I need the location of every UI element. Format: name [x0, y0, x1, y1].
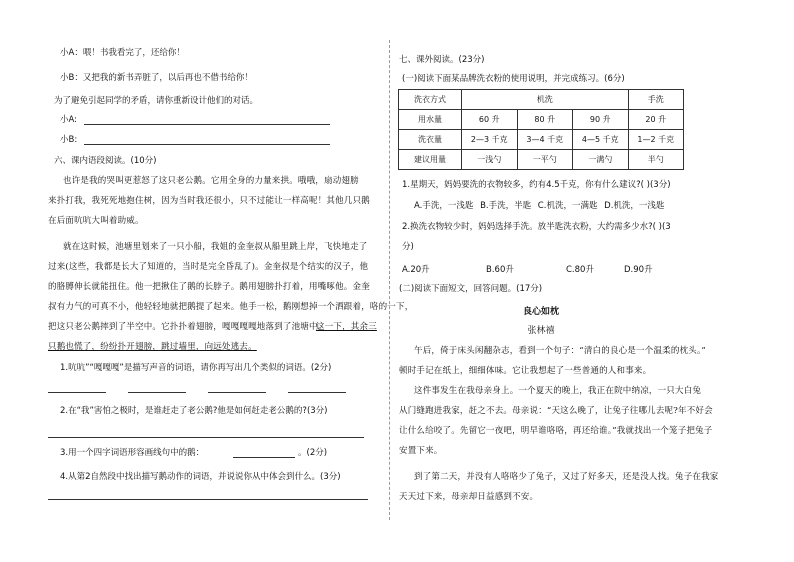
underlined-sentence: 只鹅也慌了，纷纷扑开翅膀，跳过墙里，向远处逃去。: [48, 342, 257, 352]
table-cell: 用水量: [399, 110, 462, 130]
dialog-instruction: 为了避免引起同学的矛盾，请你重新设计他们的对话。: [54, 96, 259, 106]
para1-line: 也许是我的哭叫更惹怒了这只老公鹅。它用全身的力量来拱。哦哦，扇动翅膀: [63, 176, 359, 186]
table-cell: 4—5 千克: [573, 130, 629, 150]
para2-line: 过来(这些，我都是长大了知道的，当时是完全昏乱了)。金奎叔是个结实的汉子，他: [48, 262, 369, 272]
story-line: 午后，倚于床头闲翻杂志，看到一个句子：“清白的良心是一个温柔的枕头。”: [414, 346, 706, 356]
answer-line[interactable]: [128, 392, 186, 393]
table-cell: 半勺: [628, 150, 684, 170]
answer-b-line[interactable]: [84, 144, 330, 145]
answer-line[interactable]: [233, 457, 295, 458]
answer-line[interactable]: [288, 392, 346, 393]
option: A.20升: [402, 265, 430, 275]
story-line: 让什么给咬了。先留它一夜吧，明早谁咯咯，再还给谁。”我就找出一个笼子把兔子: [399, 426, 713, 436]
part1-heading: (一)阅读下面某品牌洗衣粉的使用说明，并完成练习。(6分): [402, 74, 625, 84]
story-line: 从门缝跑进我家，赶之不去。母亲说：“天这么晚了，让兔子往哪儿去呢?年不好会: [399, 406, 713, 416]
table-cell: 洗衣方式: [399, 90, 462, 110]
table-cell: 一满勺: [573, 150, 629, 170]
answer-line[interactable]: [48, 499, 368, 500]
table-cell: 手洗: [628, 90, 684, 110]
story-line: 安置下来。: [399, 446, 443, 456]
para2-line: 叔有力气的可真不小，他轻轻地就把鹅提了起来。他手一松，鹅刚想掉一个洒跟着，咯的一下，: [48, 302, 414, 312]
table-cell: 2—3 千克: [462, 130, 518, 150]
table-cell: 20 升: [628, 110, 684, 130]
answer-line[interactable]: [208, 392, 266, 393]
table-cell: 机洗: [462, 90, 629, 110]
question-3-suffix: 。(2分): [298, 448, 328, 458]
table-row: [399, 150, 684, 170]
table-cell: 建议用量: [399, 150, 462, 170]
table-cell: 80 升: [517, 110, 573, 130]
answer-line[interactable]: [48, 392, 106, 393]
section7-heading: 七、课外阅读。(23分): [399, 55, 485, 65]
option: B.60升: [486, 265, 514, 275]
table-row: [399, 90, 684, 110]
table-cell: 60 升: [462, 110, 518, 130]
answer-b-label: 小B:: [60, 135, 78, 145]
dialog-a: 小A：喂！书我看完了，还给你！: [60, 48, 185, 58]
underlined-sentence: 这一下，其余三: [316, 322, 377, 332]
section6-heading: 六、课内语段阅读。(10分): [54, 156, 157, 166]
table-cell: 一浅勺: [462, 150, 518, 170]
para1-line: 在后面吭吭大叫着助威。: [48, 216, 144, 226]
story-line: 到了第二天，并没有人咯咯少了兔子，又过了好多天，还是没人找。兔子在我家: [414, 472, 719, 482]
part1-question-2-cont: 分): [402, 242, 414, 252]
question-4: 4.从第2自然段中找出描写鹅动作的词语，并说说你从中体会到什么。(3分): [60, 472, 341, 482]
dialog-b: 小B：又把我的新书弄脏了，以后再也不借书给你！: [60, 73, 253, 83]
part2-heading: (二)阅读下面短文，回答问题。(17分): [399, 284, 543, 294]
para2-line: 把这只老公鹅摔到了半空中。它扑扑着翅膀，嘎嘎嘎嘎地落到了池塘中。: [48, 322, 327, 332]
answer-line[interactable]: [48, 437, 364, 438]
answer-a-line[interactable]: [84, 124, 330, 125]
story-author: 张林禧: [527, 326, 555, 336]
part1-question-1: 1.星期天，妈妈要洗的衣物较多，约有4.5千克，你有什么建议?( )(3分): [402, 180, 671, 190]
table-cell: 1—2 千克: [628, 130, 684, 150]
para2-line: 就在这时候，池塘里划来了一只小船，我姐的金奎叔从船里跳上岸，飞快地走了: [63, 242, 368, 252]
option: D.90升: [624, 265, 653, 275]
question-1: 1.吭吭”“嘎嘎嘎”是描写声音的词语，请你再写出几个类似的词语。(2分): [60, 363, 332, 373]
story-title: 良心如枕: [522, 307, 559, 317]
table-row: [399, 130, 684, 150]
story-line: 顿时手记在纸上，细细体味。它让我想起了一些普通的人和事来。: [399, 366, 652, 376]
para1-line: 来扑打我，我死死地抱住树，因为当时我还很小，只不过能让一样高呢！其他几只鹅: [48, 196, 370, 206]
story-line: 天天过下来，母亲却日益感到不安。: [399, 492, 539, 502]
usage-table: [398, 89, 684, 170]
table-cell: 90 升: [573, 110, 629, 130]
column-divider: [389, 40, 390, 520]
question-1-options: A.手洗，一浅匙 B.手洗，半匙 C.机洗，一满匙 D.机洗，一浅匙: [414, 201, 665, 211]
question-2: 2.在“我”害怕之极时，是谁赶走了老公鹅?他是如何赶走老公鹅的?(3分): [60, 406, 328, 416]
part1-question-2: 2.换洗衣物较少时，妈妈选择手洗。放半匙洗衣粉，大约需多少水?( )(3: [402, 222, 671, 232]
option: C.80升: [566, 265, 594, 275]
para2-line: 的胳膊伸长就能扭住。他一把揪住了鹅的长脖子。鹅用翅膀扑打着，用嘴啄他。金奎: [48, 282, 370, 292]
question-3-prefix: 3.用一个四字词语形容画线句中的鹅：: [60, 448, 205, 458]
table-cell: 一平勺: [517, 150, 573, 170]
table-cell: 洗衣量: [399, 130, 462, 150]
table-cell: 3—4 千克: [517, 130, 573, 150]
story-line: 这件事发生在我母亲身上。一个夏天的晚上，我正在院中纳凉，一只大白兔: [414, 386, 702, 396]
table-row: [399, 110, 684, 130]
answer-a-label: 小A:: [60, 115, 78, 125]
